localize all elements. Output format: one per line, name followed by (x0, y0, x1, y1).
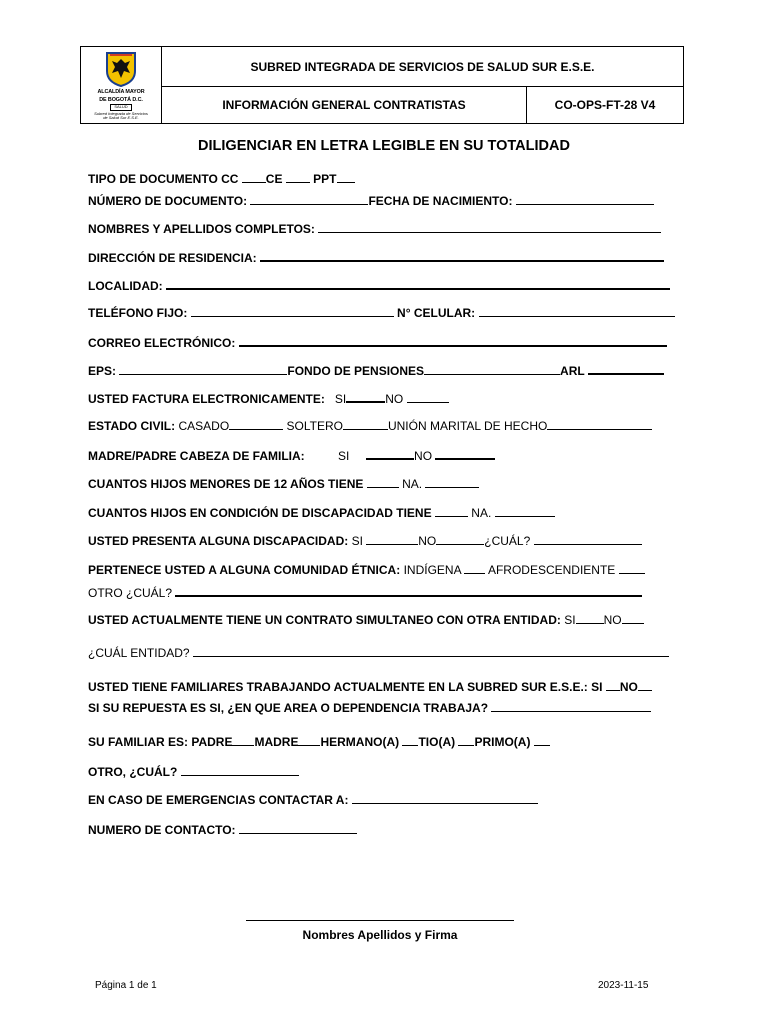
madre-field[interactable] (298, 734, 320, 746)
familiares-si-field[interactable] (606, 679, 620, 691)
tio-field[interactable] (458, 734, 474, 746)
contrato-no-label: NO (603, 613, 622, 627)
row-contrato-entidad (88, 645, 678, 661)
row-nombres (88, 221, 678, 237)
eps-label: EPS: (88, 364, 117, 378)
cabeza-si-field[interactable] (366, 447, 414, 460)
otro-cual-label: OTRO, ¿CUÁL? (88, 765, 178, 779)
correo-label: CORREO ELECTRÓNICO: (88, 336, 236, 350)
cabeza-no-label: NO (414, 449, 433, 463)
row-estado-civil (88, 418, 678, 434)
casado-label: CASADO (178, 419, 230, 433)
familiares-area-field[interactable] (491, 700, 651, 712)
contrato-entidad-field[interactable] (193, 645, 669, 657)
estado-civil-label: ESTADO CIVIL: (88, 419, 176, 433)
cabeza-no-field[interactable] (435, 447, 495, 460)
madre-label: MADRE (254, 735, 299, 749)
row-etnica-otro (88, 584, 678, 601)
factura-label: USTED FACTURA ELECTRONICAMENTE: (88, 392, 325, 406)
factura-si-field[interactable] (346, 390, 385, 403)
discapacidad-si-field[interactable] (366, 533, 418, 545)
contrato-si-label: SI (564, 613, 576, 627)
contacto-label: NUMERO DE CONTACTO: (88, 823, 236, 837)
localidad-field[interactable] (166, 277, 670, 290)
discapacidad-cual-label: ¿CUÁL? (484, 534, 531, 548)
hijos-discapacidad-label: CUANTOS HIJOS EN CONDICIÓN DE DISCAPACIDAD TIENE (88, 506, 432, 520)
signature-label: Nombres Apellidos y Firma (302, 928, 458, 942)
afro-label: AFRODESCENDIENTE (487, 563, 616, 577)
tio-label: TIO(A) (418, 735, 456, 749)
document-date: 2023-11-15 (598, 980, 649, 991)
etnica-otro-field[interactable] (175, 584, 642, 597)
row-discapacidad (88, 533, 678, 549)
logo-text-bogota: DE BOGOTÁ D.C. (99, 97, 143, 104)
tipo-documento-label: TIPO DE DOCUMENTO CC (88, 172, 239, 186)
soltero-field[interactable] (343, 418, 388, 430)
row-parentesco (88, 734, 678, 750)
hijos-discapacidad-na-label: NA. (471, 506, 492, 520)
primo-label: PRIMO(A) (474, 735, 531, 749)
hijos-menores-na-field[interactable] (425, 476, 479, 488)
eps-field[interactable] (119, 363, 287, 375)
celular-label: N° CELULAR: (397, 306, 476, 320)
signature-line[interactable] (246, 920, 514, 921)
cc-field[interactable] (242, 171, 266, 183)
cabeza-si-label: SI (338, 449, 350, 463)
document-heading: DILIGENCIAR EN LETRA LEGIBLE EN SU TOTALIDAD (198, 138, 570, 154)
pensiones-field[interactable] (424, 363, 560, 375)
telefono-label: TELÉFONO FIJO: (88, 306, 188, 320)
row-familiares (88, 679, 678, 695)
indigena-label: INDÍGENA (403, 563, 461, 577)
hermano-field[interactable] (402, 734, 418, 746)
row-hijos-menores (88, 476, 678, 492)
row-numero-documento (88, 193, 678, 209)
factura-no-field[interactable] (407, 391, 449, 403)
row-hijos-discapacidad (88, 505, 678, 521)
padre-field[interactable] (232, 734, 254, 746)
logo-text-subred-sur: de Salud Sur E.S.E. (103, 115, 139, 121)
direccion-field[interactable] (260, 249, 664, 262)
direccion-label: DIRECCIÓN DE RESIDENCIA: (88, 251, 257, 265)
bogota-logo (81, 49, 161, 121)
discapacidad-si-label: SI (351, 534, 363, 548)
numero-documento-label: NÚMERO DE DOCUMENTO: (88, 194, 248, 208)
ce-field[interactable] (286, 171, 310, 183)
ppt-label: PPT (313, 172, 337, 186)
row-factura (88, 390, 678, 407)
row-cabeza-familia (88, 447, 678, 464)
familiares-no-field[interactable] (638, 679, 652, 691)
etnica-otro-label: OTRO ¿CUÁL? (88, 586, 173, 600)
row-direccion (88, 249, 678, 266)
fecha-nacimiento-label: FECHA DE NACIMIENTO: (368, 194, 513, 208)
hermano-label: HERMANO(A) (320, 735, 400, 749)
ce-label: CE (265, 172, 283, 186)
fecha-nacimiento-field[interactable] (516, 193, 654, 205)
emergencias-field[interactable] (352, 792, 538, 804)
arl-field[interactable] (588, 362, 664, 375)
row-contrato (88, 612, 678, 628)
etnica-label: PERTENECE USTED A ALGUNA COMUNIDAD ÉTNICA: (88, 563, 401, 577)
page-number: Página 1 de 1 (95, 980, 157, 991)
correo-field[interactable] (239, 334, 667, 347)
row-localidad (88, 277, 678, 294)
hijos-menores-na-label: NA. (402, 477, 423, 491)
numero-documento-field[interactable] (250, 193, 368, 205)
contrato-label: USTED ACTUALMENTE TIENE UN CONTRATO SIMULTANEO CON OTRA ENTIDAD: (88, 613, 561, 627)
soltero-label: SOLTERO (286, 419, 343, 433)
contrato-entidad-label: ¿CUÁL ENTIDAD? (88, 646, 190, 660)
discapacidad-no-field[interactable] (436, 533, 484, 545)
header-subtitle: INFORMACIÓN GENERAL CONTRATISTAS (162, 87, 527, 124)
logo-cell (81, 47, 162, 124)
hijos-menores-field[interactable] (367, 476, 399, 488)
row-familiares-area (88, 700, 678, 716)
ppt-field[interactable] (337, 171, 355, 183)
hijos-discapacidad-field[interactable] (435, 505, 468, 517)
coat-of-arms-icon (104, 51, 138, 87)
discapacidad-cual-field[interactable] (534, 533, 642, 545)
pensiones-label: FONDO DE PENSIONES (287, 364, 425, 378)
nombres-field[interactable] (318, 221, 661, 233)
document-header (80, 46, 684, 124)
document-code: CO-OPS-FT-28 V4 (527, 87, 684, 124)
union-label: UNIÓN MARITAL DE HECHO (387, 419, 548, 433)
afro-field[interactable] (619, 562, 645, 574)
discapacidad-no-label: NO (418, 534, 437, 548)
row-telefono (88, 305, 678, 321)
header-title: SUBRED INTEGRADA DE SERVICIOS DE SALUD SUR E.S.E. (162, 47, 684, 87)
contacto-field[interactable] (239, 822, 357, 834)
familiares-no-label: NO (619, 680, 638, 694)
arl-label: ARL (560, 364, 585, 378)
row-etnica (88, 562, 678, 578)
telefono-field[interactable] (191, 305, 394, 317)
localidad-label: LOCALIDAD: (88, 279, 163, 293)
celular-field[interactable] (479, 305, 675, 317)
hijos-menores-label: CUANTOS HIJOS MENORES DE 12 AÑOS TIENE (88, 477, 364, 491)
logo-text-subred: Subred Integrada de Servicios (94, 110, 148, 116)
contrato-no-field[interactable] (622, 612, 644, 624)
row-otro-cual (88, 764, 678, 780)
familiares-label: USTED TIENE FAMILIARES TRABAJANDO ACTUALMENTE EN LA SUBRED SUR E.S.E.: SI (88, 680, 603, 694)
row-eps (88, 362, 678, 379)
parentesco-label: SU FAMILIAR ES: PADRE (88, 735, 233, 749)
row-emergencias (88, 792, 678, 808)
indigena-field[interactable] (464, 562, 485, 574)
row-correo (88, 334, 678, 351)
casado-field[interactable] (229, 418, 283, 430)
union-field[interactable] (547, 418, 652, 430)
row-contacto (88, 822, 678, 838)
contrato-si-field[interactable] (576, 612, 604, 624)
logo-text-alcaldia: ALCALDÍA MAYOR (97, 89, 145, 96)
logo-text-salud: SALUD (110, 104, 131, 111)
primo-field[interactable] (534, 734, 550, 746)
factura-si-label: SI (334, 392, 347, 406)
emergencias-label: EN CASO DE EMERGENCIAS CONTACTAR A: (88, 793, 349, 807)
row-tipo-documento (88, 171, 678, 187)
familiares-area-label: SI SU REPUESTA ES SI, ¿EN QUE AREA O DEPENDENCIA TRABAJA? (88, 701, 489, 715)
cabeza-familia-label: MADRE/PADRE CABEZA DE FAMILIA: (88, 449, 305, 463)
nombres-label: NOMBRES Y APELLIDOS COMPLETOS: (88, 222, 315, 236)
otro-cual-field[interactable] (181, 764, 299, 776)
factura-no-label: NO (385, 392, 404, 406)
hijos-discapacidad-na-field[interactable] (495, 505, 555, 517)
discapacidad-label: USTED PRESENTA ALGUNA DISCAPACIDAD: (88, 534, 349, 548)
